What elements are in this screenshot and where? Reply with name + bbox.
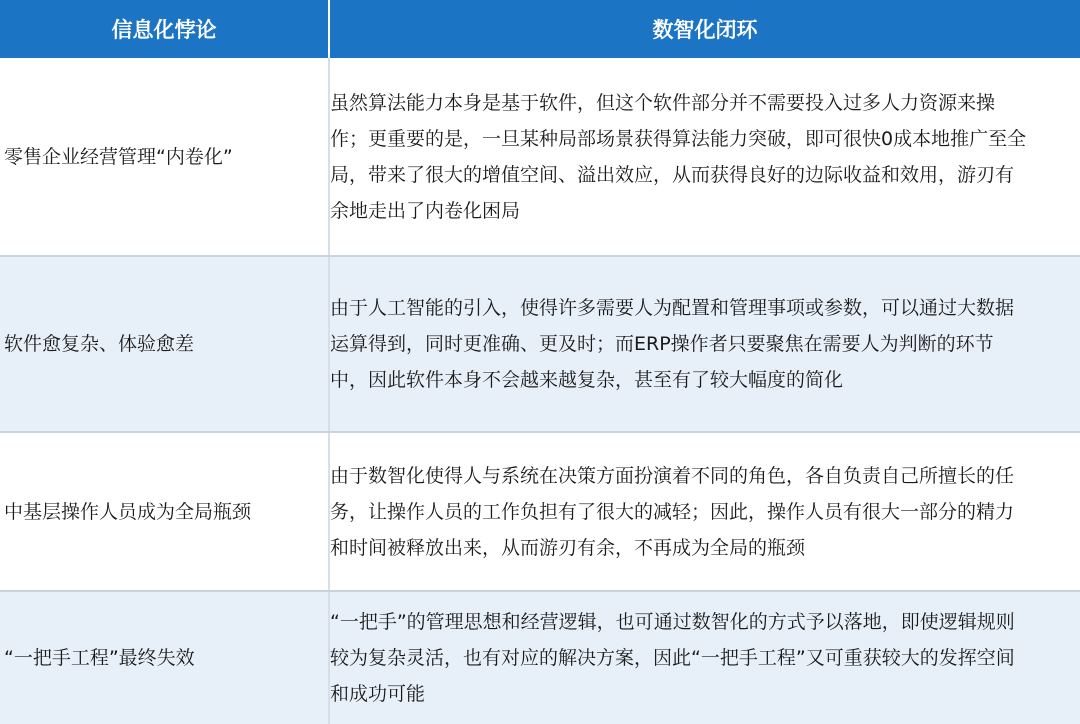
- row-1-right-text: 虽然算法能力本身是基于软件，但这个软件部分并不需要投入过多人力资源来操作；更重要的是，一旦某种局部场景获得算法能力突破，即可很快0成本地推广至全局，带来了很大的增值空间、溢出效应，从而获得良好的边际收益和效用，游刃有余地走出了内卷化困局: [330, 91, 1027, 222]
- row-3-left: [0, 433, 328, 590]
- row-3-left-text: 中基层操作人员成为全局瓶颈: [4, 500, 252, 523]
- header-right: 数智化闭环: [330, 0, 1080, 58]
- table-header: [0, 0, 1080, 58]
- row-2-left: [0, 257, 328, 431]
- row-4-left-text: “一把手工程”最终失效: [4, 647, 195, 669]
- row-1-left-text: 零售企业经营管理“内卷化”: [4, 145, 233, 168]
- row-4-right-text: “一把手”的管理思想和经营逻辑，也可通过数智化的方式予以落地，即使逻辑规则较为复杂灵活，也有对应的解决方案，因此“一把手工程”又可重获较大的发挥空间和成功可能: [330, 611, 1015, 705]
- row-1-left: [0, 58, 328, 255]
- row-2-left-text: 软件愈复杂、体验愈差: [4, 333, 195, 355]
- row-divider: [0, 431, 1080, 433]
- row-2-right-text: 由于人工智能的引入，使得许多需要人为配置和管理事项或参数，可以通过大数据运算得到，同时更准确、更及时；而ERP操作者只要聚焦在需要人为判断的环节中，因此软件本身不会越来越复杂，甚至有了较大幅度的简化: [330, 297, 1015, 391]
- row-4-left: [0, 592, 328, 724]
- table-row: [0, 58, 1080, 255]
- table-row: [0, 257, 1080, 431]
- row-1-right: [330, 58, 1080, 255]
- header-left: 信息化悖论: [0, 0, 328, 58]
- row-3-right-text: 由于数智化使得人与系统在决策方面扮演着不同的角色，各自负责自己所擅长的任务，让操作人员的工作负担有了很大的减轻；因此，操作人员有很大一部分的精力和时间被释放出来，从而游刃有余，不再成为全局的瓶颈: [330, 464, 1015, 559]
- row-divider: [0, 255, 1080, 257]
- table-row: [0, 433, 1080, 590]
- row-3-right: [330, 433, 1080, 590]
- row-2-right: [330, 257, 1080, 431]
- row-divider: [0, 590, 1080, 592]
- table-row: [0, 592, 1080, 724]
- column-divider: [328, 58, 330, 724]
- row-4-right: [330, 592, 1080, 724]
